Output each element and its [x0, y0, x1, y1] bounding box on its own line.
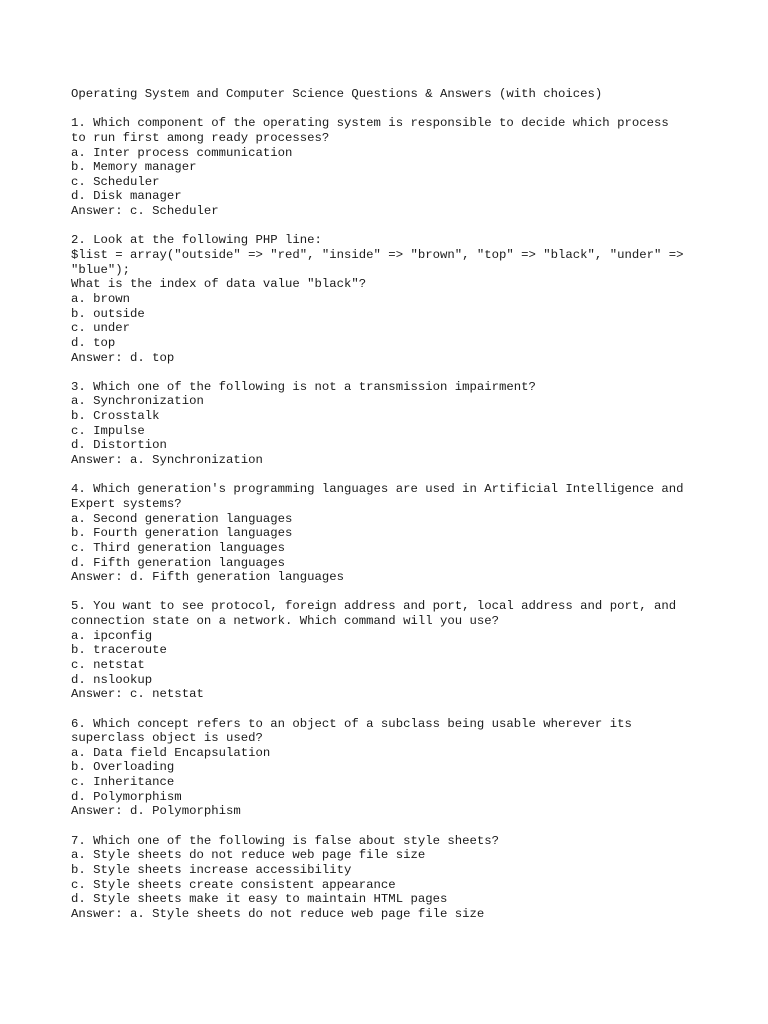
choice-a: a. Inter process communication — [71, 145, 293, 160]
question-text-line: connection state on a network. Which command will you use? — [71, 614, 500, 629]
question-2 — [71, 233, 711, 365]
document-page — [71, 87, 711, 936]
question-text-line: "blue"); — [71, 262, 131, 277]
choice-b: b. Memory manager — [71, 160, 197, 175]
choice-c: c. Style sheets create consistent appearance — [71, 877, 396, 892]
choice-c: c. netstat — [71, 657, 145, 672]
question-text-line: 7. Which one of the following is false about style sheets? — [71, 833, 500, 848]
choice-d: d. Style sheets make it easy to maintain HTML pages — [71, 892, 448, 907]
question-text-line: 4. Which generation's programming languages are used in Artificial Intelligence and — [71, 482, 684, 497]
question-text-line: 6. Which concept refers to an object of a subclass being usable wherever its — [71, 716, 632, 731]
choice-c: c. Inheritance — [71, 775, 175, 790]
choice-a: a. ipconfig — [71, 628, 153, 643]
question-text-line: 5. You want to see protocol, foreign address and port, local address and port, and — [71, 599, 677, 614]
choice-b: b. Style sheets increase accessibility — [71, 862, 352, 877]
choice-c: c. Scheduler — [71, 174, 160, 189]
question-6 — [71, 717, 711, 819]
question-text-line: Expert systems? — [71, 496, 182, 511]
question-5 — [71, 599, 711, 701]
question-text-line: 3. Which one of the following is not a transmission impairment? — [71, 379, 536, 394]
choice-c: c. Third generation languages — [71, 540, 286, 555]
choice-a: a. Second generation languages — [71, 511, 293, 526]
choice-b: b. Crosstalk — [71, 409, 160, 424]
choice-d: d. Fifth generation languages — [71, 555, 286, 570]
question-text-line: 2. Look at the following PHP line: — [71, 233, 322, 248]
answer-line: Answer: a. Synchronization — [71, 453, 263, 468]
answer-line: Answer: c. Scheduler — [71, 204, 219, 219]
question-4 — [71, 482, 711, 584]
document-title: Operating System and Computer Science Questions & Answers (with choices) — [71, 87, 603, 101]
question-7 — [71, 834, 711, 922]
question-text-line: What is the index of data value "black"? — [71, 277, 367, 292]
choice-b: b. traceroute — [71, 643, 167, 658]
choice-b: b. Fourth generation languages — [71, 526, 293, 541]
question-text-line: to run first among ready processes? — [71, 130, 330, 145]
answer-line: Answer: d. top — [71, 350, 175, 365]
choice-a: a. Style sheets do not reduce web page file size — [71, 848, 426, 863]
question-text-line: superclass object is used? — [71, 731, 263, 746]
answer-line: Answer: d. Polymorphism — [71, 804, 241, 819]
choice-d: d. top — [71, 335, 116, 350]
choice-d: d. Disk manager — [71, 189, 182, 204]
question-text-line: $list = array("outside" => "red", "inside" => "brown", "top" => "black", "under" => — [71, 248, 684, 263]
choice-c: c. under — [71, 321, 131, 336]
choice-c: c. Impulse — [71, 423, 145, 438]
choice-a: a. Synchronization — [71, 394, 204, 409]
answer-line: Answer: d. Fifth generation languages — [71, 570, 345, 585]
question-3 — [71, 380, 711, 468]
choice-d: d. Distortion — [71, 438, 167, 453]
question-text-line: 1. Which component of the operating system is responsible to decide which process — [71, 116, 669, 131]
question-1 — [71, 116, 711, 218]
answer-line: Answer: c. netstat — [71, 687, 204, 702]
choice-d: d. Polymorphism — [71, 789, 182, 804]
answer-line: Answer: a. Style sheets do not reduce web page file size — [71, 906, 485, 921]
choice-d: d. nslookup — [71, 672, 153, 687]
choice-a: a. Data field Encapsulation — [71, 745, 271, 760]
choice-b: b. outside — [71, 306, 145, 321]
choice-b: b. Overloading — [71, 760, 175, 775]
choice-a: a. brown — [71, 291, 131, 306]
